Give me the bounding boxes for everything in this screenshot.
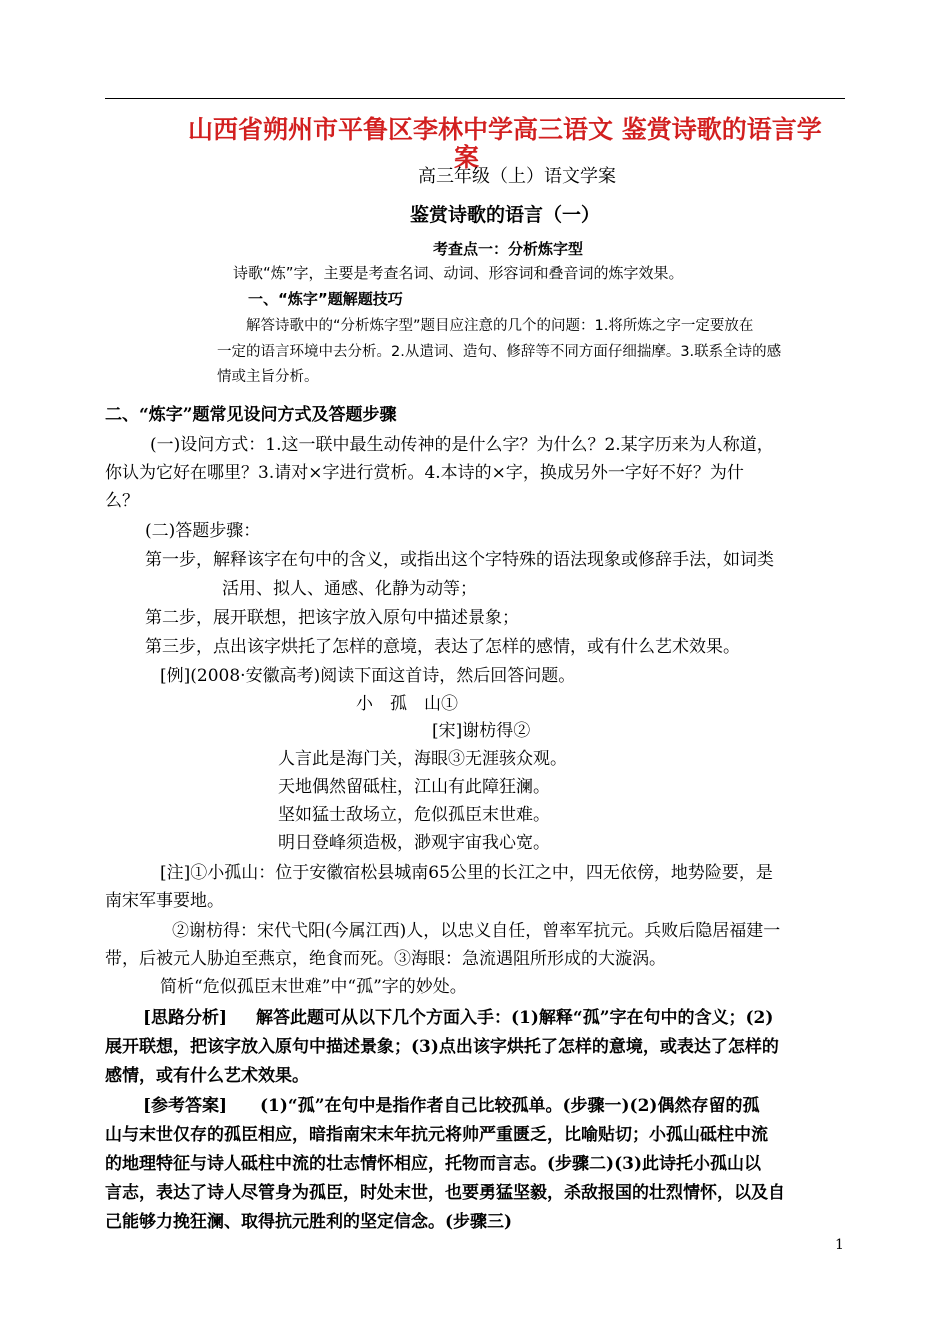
grade-label: 高三年级（上）语文学案 <box>418 166 616 187</box>
exam-point-heading: 考查点一：分析炼字型 <box>433 240 584 258</box>
analysis-line-1: 解答此题可从以下几个方面入手：(1)解释“孤”字在句中的含义；(2) <box>256 1008 774 1028</box>
analysis-line-2: 展开联想，把该字放入原句中描述景象；(3)点出该字烘托了怎样的意境，或表达了怎样的 <box>105 1037 779 1057</box>
skill-line-1: 解答诗歌中的“分析炼字型”题目应注意的几个的问题：1.将所炼之字一定要放在 <box>246 318 754 334</box>
step3: 第三步，点出该字烘托了怎样的意境，表达了怎样的感情，或有什么艺术效果。 <box>145 637 740 657</box>
note1-line-2: 南宋军事要地。 <box>105 891 224 911</box>
analysis-line-3: 感情，或有什么艺术效果。 <box>105 1066 309 1086</box>
note1-line-1: [注]①小孤山：位于安徽宿松县城南65公里的长江之中，四无依傍，地势险要，是 <box>160 863 773 883</box>
skill-line-2: 一定的语言环境中去分析。2.从遣词、造句、修辞等不同方面仔细揣摩。3.联系全诗的感 <box>217 344 782 360</box>
poem-line: 坚如猛士敌场立，危似孤臣末世难。 <box>278 805 550 825</box>
answer-line-1: (1)“孤”在句中是指作者自己比较孤单。(步骤一)(2)偶然存留的孤 <box>260 1096 760 1116</box>
steps-label: (二)答题步骤： <box>145 521 261 541</box>
section2-heading: 二、“炼字”题常见设问方式及答题步骤 <box>105 405 397 425</box>
note2-line-1: ②谢枋得：宋代弋阳(今属江西)人，以忠义自任，曾率军抗元。兵败后隐居福建一 <box>172 921 781 941</box>
answer-line-3: 的地理特征与诗人砥柱中流的壮志情怀相应，托物而言志。(步骤二)(3)此诗托小孤山以 <box>105 1154 762 1174</box>
header-rule <box>105 98 845 99</box>
answer-label: [参考答案] <box>143 1096 228 1116</box>
step1-line-1: 第一步，解释该字在句中的含义，或指出这个字特殊的语法现象或修辞手法，如词类 <box>145 550 774 570</box>
step2: 第二步，展开联想，把该字放入原句中描述景象； <box>145 608 519 628</box>
document-title-line1: 山西省朔州市平鲁区李林中学高三语文 鉴赏诗歌的语言学 <box>188 115 822 144</box>
intro-text: 诗歌“炼”字，主要是考查名词、动词、形容词和叠音词的炼字效果。 <box>233 264 684 282</box>
analysis-label: [思路分析] <box>143 1008 228 1028</box>
note2-line-2: 带，后被元人胁迫至燕京，绝食而死。③海眼：急流遇阻所形成的大漩涡。 <box>105 949 666 969</box>
ask-line-2: 你认为它好在哪里？3.请对×字进行赏析。4.本诗的×字，换成另外一字好不好？为什 <box>105 463 744 483</box>
answer-line-5: 己能够力挽狂澜、取得抗元胜利的坚定信念。(步骤三) <box>105 1212 513 1232</box>
question-text: 简析“危似孤臣末世难”中“孤”字的妙处。 <box>160 977 467 997</box>
example-intro: [例](2008·安徽高考)阅读下面这首诗，然后回答问题。 <box>160 666 576 686</box>
answer-line-2: 山与末世仅存的孤臣相应，暗指南宋末年抗元将帅严重匮乏，比喻贴切；小孤山砥柱中流 <box>105 1125 768 1145</box>
document-title-line2: 案 <box>454 143 480 172</box>
poem-line: 人言此是海门关，海眼③无涯骇众观。 <box>278 749 567 769</box>
poem-line: 明日登峰须造极，渺观宇宙我心宽。 <box>278 833 550 853</box>
skill-heading: 一、“炼字”题解题技巧 <box>248 290 403 308</box>
poem-title: 小 孤 山① <box>356 694 458 714</box>
ask-line-1: (一)设问方式：1.这一联中最生动传神的是什么字？为什么？2.某字历来为人称道， <box>150 435 774 455</box>
poem-line: 天地偶然留砥柱，江山有此障狂澜。 <box>278 777 550 797</box>
step1-line-2: 活用、拟人、通感、化静为动等； <box>222 579 477 599</box>
poem-author: [宋]谢枋得② <box>432 721 531 741</box>
lesson-subtitle: 鉴赏诗歌的语言（一） <box>410 204 601 226</box>
ask-line-3: 么？ <box>105 491 139 511</box>
skill-line-3: 情或主旨分析。 <box>217 369 319 385</box>
page-number: 1 <box>835 1237 844 1253</box>
answer-line-4: 言志，表达了诗人尽管身为孤臣，时处末世，也要勇猛坚毅，杀敌报国的壮烈情怀，以及自 <box>105 1183 785 1203</box>
